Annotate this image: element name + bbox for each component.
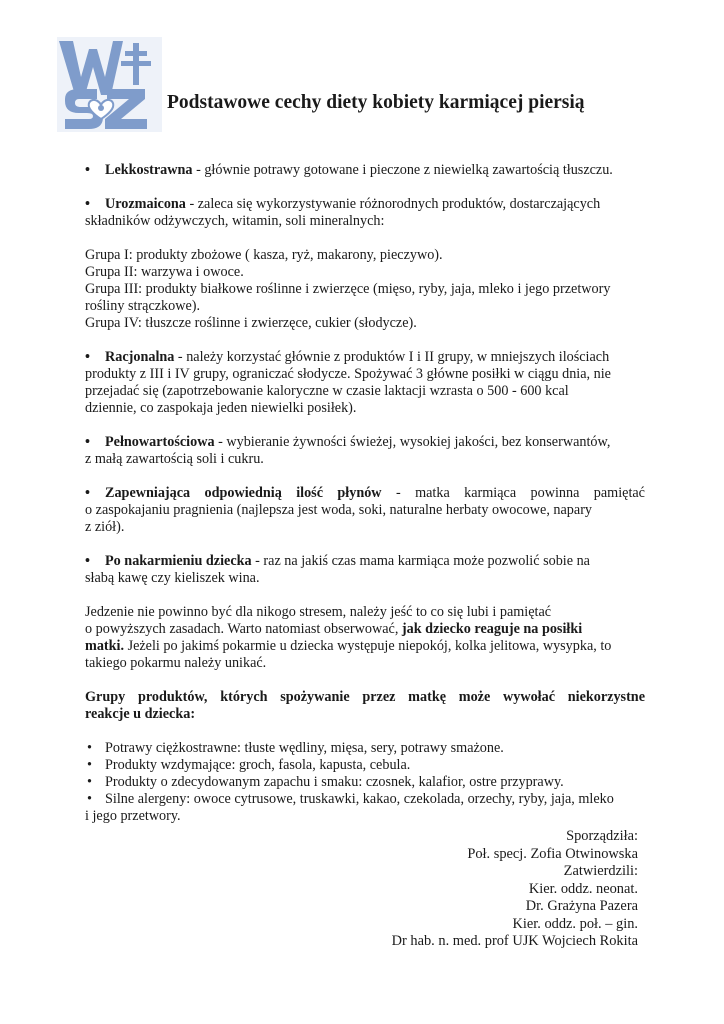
group-line: Grupa IV: tłuszcze roślinne i zwierzęce, cukier (słodycze). xyxy=(85,315,417,331)
text-line: przejadać się (zapotrzebowanie kaloryczne w czasie laktacji wzrasta o 500 - 600 kcal xyxy=(85,383,569,399)
list-item-text: Produkty o zdecydowanym zapachu i smaku: czosnek, kalafior, ostre przyprawy. xyxy=(105,774,564,790)
feature-title: Pełnowartościowa xyxy=(105,434,215,450)
text-line: składników odżywczych, witamin, soli mineralnych: xyxy=(85,213,385,229)
text-plain: Jeżeli po jakimś pokarmie u dziecka występuje niepokój, kolka jelitowa, wysypka, to xyxy=(124,638,612,654)
products-list xyxy=(85,740,645,808)
group-line: rośliny strączkowe). xyxy=(85,298,201,314)
warning-heading-line xyxy=(85,689,645,706)
bullet: • xyxy=(85,485,90,501)
feature-title: Lekkostrawna xyxy=(105,162,193,178)
feature-racjonalna xyxy=(85,349,645,366)
list-item xyxy=(85,791,645,808)
feature-text: - zaleca się wykorzystywanie różnorodnych produktów, dostarczających xyxy=(185,196,601,212)
group-line: Grupa III: produkty białkowe roślinne i zwierzęce (mięso, ryby, jaja, mleko i jego przetwory xyxy=(85,281,611,297)
group-line: Grupa II: warzywa i owoce. xyxy=(85,264,244,280)
text-line: dziennie, co zaspokaja jeden niewielki posiłek). xyxy=(85,400,357,416)
signature-line: Zatwierdzili: xyxy=(563,863,638,879)
signature-line: Poł. specj. Zofia Otwinowska xyxy=(467,845,638,862)
hospital-cross-logo-icon xyxy=(57,37,162,132)
feature-text: - należy korzystać głównie z produktów I i II grupy, w mniejszych ilościach xyxy=(174,349,610,365)
bullet: • xyxy=(85,196,90,212)
bullet: • xyxy=(85,553,90,569)
text-line: słabą kawę czy kieliszek wina. xyxy=(85,570,260,586)
signature-line: Kier. oddz. poł. – gin. xyxy=(512,915,638,932)
document-body xyxy=(85,162,645,825)
feature-lekkostrawna xyxy=(85,162,645,179)
warning-heading: Grupy produktów, których spożywanie przez matkę może wywołać niekorzystne xyxy=(85,689,645,705)
list-item-text: Potrawy ciężkostrawne: tłuste wędliny, mięsa, sery, potrawy smażone. xyxy=(105,740,504,756)
list-item xyxy=(85,774,645,791)
list-item-text: Silne alergeny: owoce cytrusowe, truskawki, kakao, czekolada, orzechy, ryby, jaja, mleko xyxy=(105,791,614,807)
text-line: produkty z III i IV grupy, ograniczać słodycze. Spożywać 3 główne posiłki w ciągu dnia, nie xyxy=(85,366,611,382)
bullet: • xyxy=(85,349,90,365)
feature-title: Urozmaicona xyxy=(105,196,186,212)
text-line: z małą zawartością soli i cukru. xyxy=(85,451,264,467)
feature-po-nakarmieniu xyxy=(85,553,645,570)
warning-heading: reakcje u dziecka: xyxy=(85,706,196,722)
feature-text: - raz na jakiś czas mama karmiąca może pozwolić sobie na xyxy=(251,553,590,569)
list-item-continuation: i jego przetwory. xyxy=(85,808,181,824)
list-item xyxy=(85,740,645,757)
feature-title: Racjonalna xyxy=(105,349,175,365)
text-line: takiego pokarmu należy unikać. xyxy=(85,655,267,671)
signature-line: Sporządziła: xyxy=(566,828,638,844)
signature-line: Dr hab. n. med. prof UJK Wojciech Rokita xyxy=(391,933,638,949)
feature-urozmaicona xyxy=(85,196,645,213)
feature-text: - wybieranie żywności świeżej, wysokiej jakości, bez konserwantów, xyxy=(214,434,611,450)
signature-line: Kier. oddz. neonat. xyxy=(528,880,638,897)
bullet: • xyxy=(85,434,90,450)
text-emphasis: matki. xyxy=(85,638,125,654)
list-item xyxy=(85,757,645,774)
feature-pelnowartosciowa xyxy=(85,434,645,451)
text-line xyxy=(85,621,645,638)
feature-title: Po nakarmieniu dziecka xyxy=(105,553,252,569)
bullet: • xyxy=(87,791,92,807)
list-item-text: Produkty wzdymające: groch, fasola, kapusta, cebula. xyxy=(105,757,411,773)
bullet: • xyxy=(87,774,92,790)
feature-text: - matka karmiąca powinna pamiętać xyxy=(381,485,645,501)
text-line xyxy=(85,638,645,655)
feature-title: Zapewniająca odpowiednią ilość płynów xyxy=(105,485,382,501)
bullet: • xyxy=(87,740,92,756)
signature-line: Dr. Grażyna Pazera xyxy=(525,898,638,914)
hospital-logo xyxy=(57,37,162,132)
page-title: Podstawowe cechy diety kobiety karmiącej piersią xyxy=(167,92,585,113)
text-line: z ziół). xyxy=(85,519,125,535)
warning-heading-line xyxy=(85,706,645,723)
text-line: Jedzenie nie powinno być dla nikogo stresem, należy jeść to co się lubi i pamiętać xyxy=(85,604,552,620)
group-line: Grupa I: produkty zbożowe ( kasza, ryż, makarony, pieczywo). xyxy=(85,247,443,263)
feature-text: - głównie potrawy gotowane i pieczone z niewielką zawartością tłuszczu. xyxy=(192,162,613,178)
bullet: • xyxy=(87,757,92,773)
feature-plyny xyxy=(85,485,645,502)
text-line: o zaspokajaniu pragnienia (najlepsza jest woda, soki, naturalne herbaty owocowe, napary xyxy=(85,502,593,518)
signature-block xyxy=(392,828,638,951)
text-emphasis: jak dziecko reaguje na posiłki xyxy=(401,621,583,637)
bullet: • xyxy=(85,162,90,178)
text-plain: o powyższych zasadach. Warto natomiast obserwować, xyxy=(85,621,402,637)
